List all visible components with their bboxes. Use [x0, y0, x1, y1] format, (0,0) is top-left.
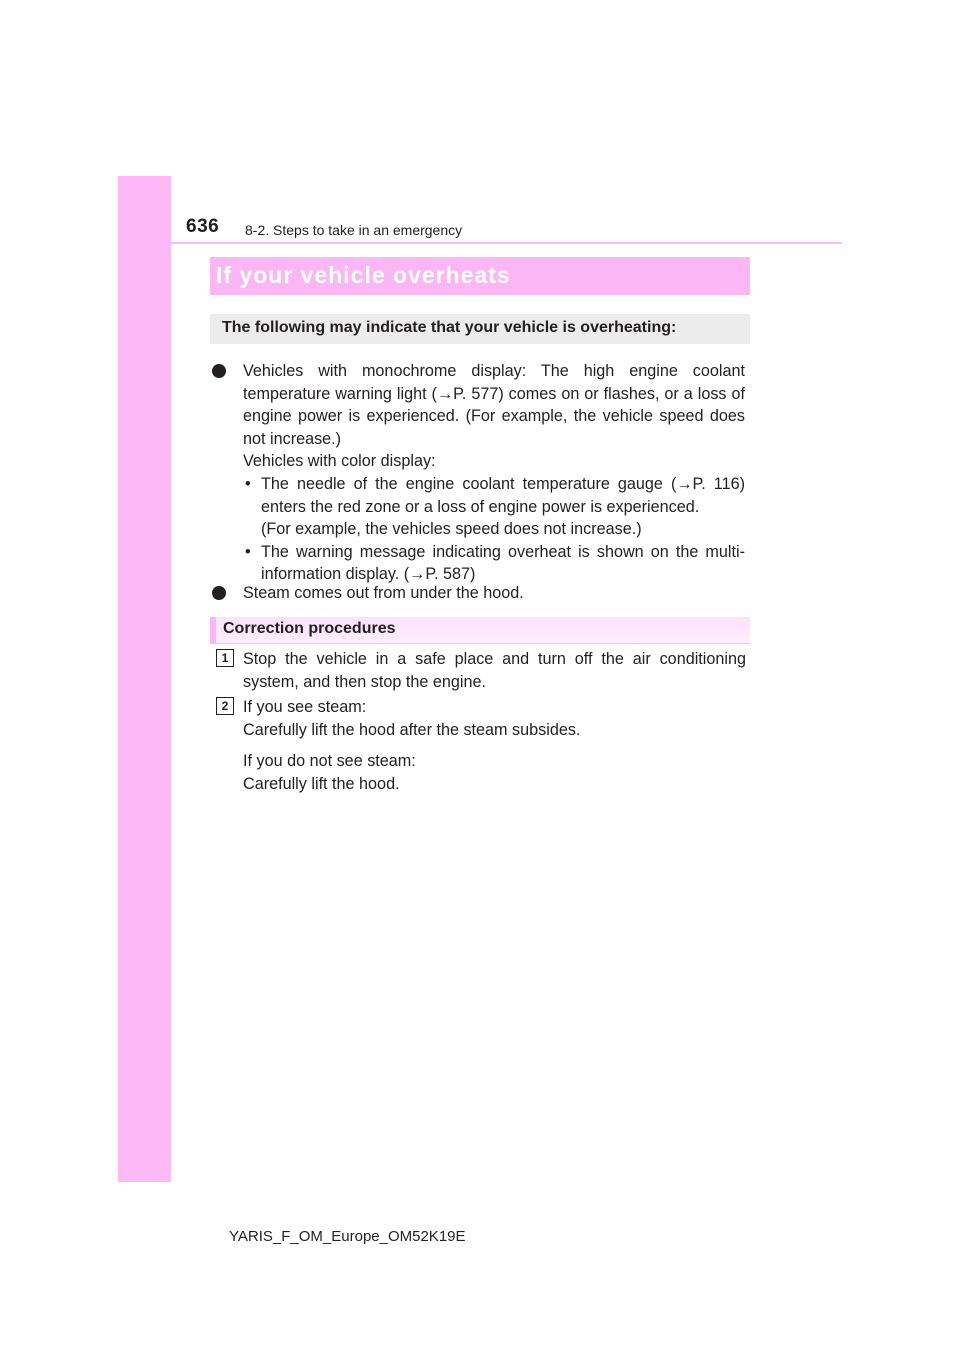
step-spacer — [243, 741, 746, 750]
bullet-subheading: Vehicles with color display: — [243, 452, 436, 471]
bullet-body: Steam comes out from under the hood. — [243, 584, 524, 602]
step-line: If you do not see steam: — [243, 752, 416, 771]
chapter-side-tab — [118, 176, 171, 1182]
intro-bar — [210, 314, 750, 344]
bullet-dot-icon — [212, 586, 226, 600]
page-number: 636 — [186, 216, 220, 237]
step-number-badge: 1 — [216, 649, 234, 667]
sub-item-text: The warning message indicating overheat is shown on the multi-information display. (→P. 587) — [261, 542, 745, 584]
bullet-dot-icon — [212, 364, 226, 378]
step-line: Carefully lift the hood. — [243, 774, 400, 793]
section-label: 8-2. Steps to take in an emergency — [245, 222, 463, 238]
sub-item — [243, 473, 745, 541]
sub-item — [243, 541, 745, 586]
correction-heading: Correction procedures — [223, 620, 396, 637]
footer-doc-id: YARIS_F_OM_Europe_OM52K19E — [229, 1228, 466, 1245]
sub-item-note: (For example, the vehicles speed does not increase.) — [261, 520, 642, 539]
heading-accent — [210, 617, 216, 644]
bullet-text: Vehicles with monochrome display: The high engine coolant temperature warning light (→P. 577) comes on or flashes, or a loss of engine power is experienced. (For example, the vehicle speed does not increase.) — [243, 362, 745, 448]
correction-heading-bar — [210, 617, 750, 644]
step-text — [243, 696, 746, 795]
bullet-item-overheat-signs — [212, 360, 745, 586]
sub-bullet-icon: • — [245, 542, 251, 561]
bullet-body — [243, 360, 745, 586]
step-line: If you see steam: — [243, 698, 367, 716]
sub-bullet-icon: • — [245, 474, 251, 493]
step-text: Stop the vehicle in a safe place and turn off the air conditioning system, and then stop the engine. — [243, 650, 746, 691]
step-number-badge: 2 — [216, 697, 234, 715]
intro-heading: The following may indicate that your vehicle is overheating: — [222, 319, 677, 336]
bullet-item-steam — [212, 582, 745, 605]
step-line: Carefully lift the hood after the steam subsides. — [243, 720, 581, 739]
header-rule — [118, 242, 842, 244]
title-bar — [210, 257, 750, 295]
page-title: If your vehicle overheats — [216, 262, 511, 288]
sub-item-text: The needle of the engine coolant temperature gauge (→P. 116) enters the red zone or a loss of engine power is experienced. — [261, 474, 745, 516]
